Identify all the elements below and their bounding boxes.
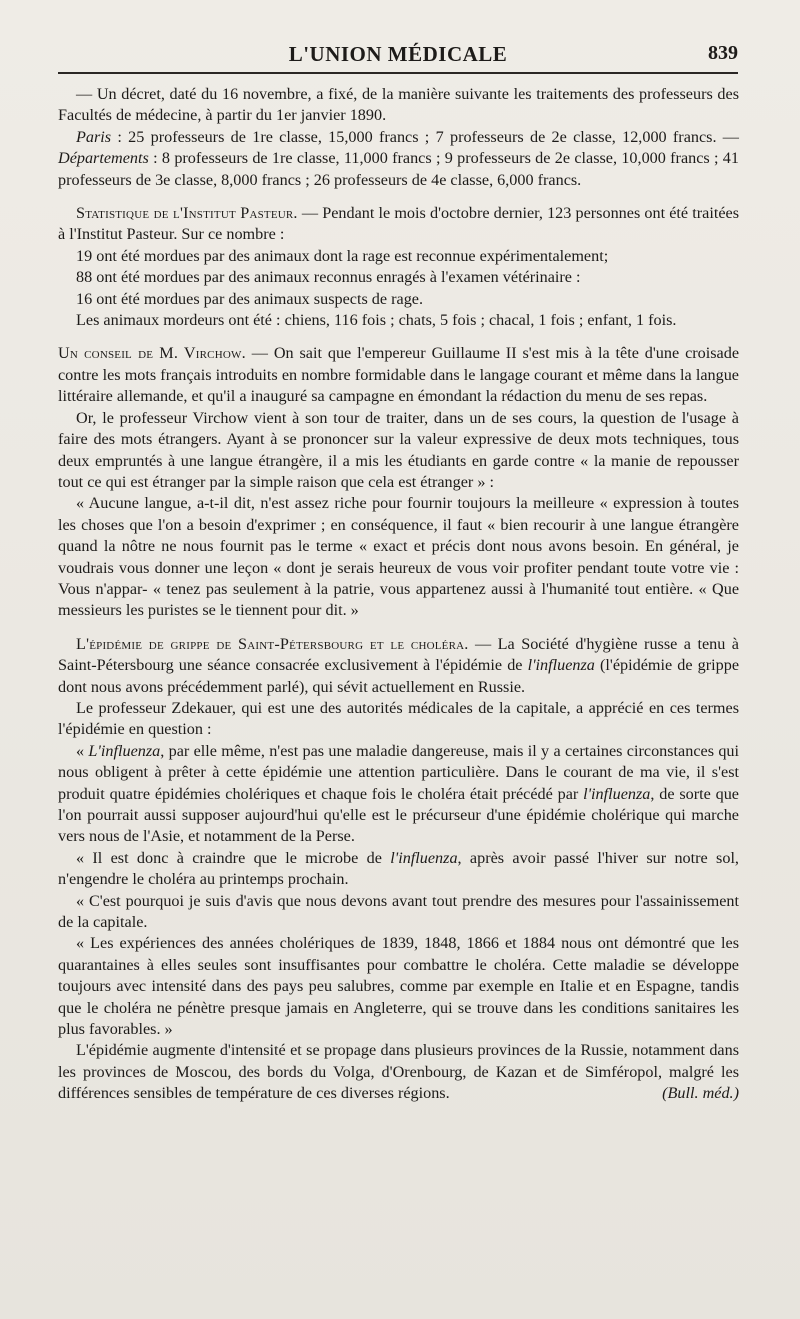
quote-mark: « [76, 741, 89, 760]
page-body [58, 84, 739, 1105]
page-number: 839 [708, 42, 738, 64]
grippe-paragraph: Le professeur Zdekauer, qui est une des autorités médicales de la capitale, a apprécié en ces termes l'épidémie en question : [58, 698, 739, 739]
header-rule [58, 72, 738, 74]
decree-salaries [58, 127, 739, 191]
decree-section [58, 84, 739, 191]
virchow-section [58, 343, 739, 621]
grippe-em: l'influenza [583, 784, 651, 803]
virchow-quote: « Aucune langue, a-t-il dit, n'est assez riche pour fournir toujours la meilleure « expression à toutes les choses que l'on a besoin d'exprimer ; en conséquence, il faut « bien recourir à une langue étrangère quand la nôtre ne nous fournit pas le terme « exact et précis dont nous avons besoin. En général, je voudrais vous donner une leçon « dont je serais heureux de vous voir profiter pendant toute votre vie : Vous n'appar- « tenez pas seulement à la patrie, vous appartenez aussi à l'humanité tout entière. « Que messieurs les puristes se le tiennent pour dit. » [58, 494, 739, 620]
decree-text-departements: : 8 professeurs de 1re classe, 11,000 francs ; 9 professeurs de 2e classe, 10,000 francs ; 41 professeurs de 3e classe, 8,000 francs ; 26 professeurs de 4e classe, 6,000 francs. [58, 149, 739, 189]
pasteur-line: 88 ont été mordues par des animaux reconnus enragés à l'examen vétérinaire : [76, 268, 581, 287]
grippe-text: (l'épidémie de grippe dont nous avons précédemment parlé), qui sévit actuellement en Russie. [58, 656, 739, 696]
pasteur-line: 16 ont été mordues par des animaux suspects de rage. [76, 289, 424, 308]
pasteur-heading: Statistique de l'Institut Pasteur. [76, 204, 298, 223]
page-header [58, 38, 738, 70]
virchow-text: — On sait que l'empereur Guillaume II s'est mis à la tête d'une croisade contre les mots français introduits en nombre formidable dans le langage courant et même dans la langue littéraire allemande, et qu'il a inauguré sa campagne en émondant la rédaction du menu de ses repas. [58, 344, 739, 406]
grippe-em: L'influenza [88, 741, 161, 760]
grippe-text: , de sorte que l'on pourrait aussi supposer aujourd'hui qu'elle est le précurseur d'une épidémie cholérique qui marche vers nous de l'Asie, et notamment de la Perse. [58, 784, 739, 846]
pasteur-line: Les animaux mordeurs ont été : chiens, 116 fois ; chats, 5 fois ; chacal, 1 fois ; enfant, 1 fois. [76, 311, 677, 330]
running-title: L'UNION MÉDICALE [288, 42, 508, 66]
grippe-intro [58, 634, 739, 698]
grippe-text: , après avoir passé l'hiver sur notre sol, n'engendre le choléra au printemps prochain. [58, 848, 739, 889]
grippe-em: l'influenza [527, 656, 595, 675]
virchow-heading: Un conseil de M. Virchow. [58, 344, 246, 363]
grippe-paragraph [58, 1040, 739, 1104]
pasteur-intro [58, 203, 739, 246]
grippe-quote: « Les expériences des années cholériques de 1839, 1848, 1866 et 1884 nous ont démontré que les quarantaines à elles seules sont insuffisantes pour combattre le choléra. Cette maladie se développe toujours avec intensité dans des pays peu salubres, comme par exemple en Italie et en Espagne, tandis que le choléra ne pénètre presque jamais en Angleterre, qui se trouve dans les conditions sanitaires les plus favorables. » [58, 934, 739, 1039]
grippe-quote [58, 848, 739, 891]
grippe-quote [58, 741, 739, 848]
grippe-em: l'influenza [390, 848, 458, 867]
grippe-text: , par elle même, n'est pas une maladie dangereuse, mais il y a certaines circonstances qui nous obligent à prêter à cette épidémie une attention particulière. Dans le courant de ma vie, il s'est produit quatre épidémies cholériques et chaque fois le choléra était précédé par [58, 741, 739, 803]
grippe-quote: « C'est pourquoi je suis d'avis que nous devons avant tout prendre des mesures pour l'assainissement de la capitale. [58, 891, 739, 932]
citation: (Bull. méd.) [662, 1084, 739, 1103]
pasteur-line: 19 ont été mordues par des animaux dont la rage est reconnue expérimentalement; [76, 246, 609, 265]
pasteur-section [58, 203, 739, 331]
grippe-text: — La Société d'hygiène russe a tenu à Saint-Pétersbourg une séance consacrée exclusivement à l'épidémie de [58, 634, 739, 675]
grippe-text: « Il est donc à craindre que le microbe de [76, 848, 391, 867]
grippe-heading: L'épidémie de grippe de Saint-Pétersbourg et le choléra. [76, 634, 469, 653]
grippe-text: L'épidémie augmente d'intensité et se propage dans plusieurs provinces de la Russie, notamment dans les provinces de Moscou, des bords du Volga, d'Orenbourg, de Kazan et de Simféropol, malgré les différences sensibles de température de ces diverses régions. [58, 1041, 739, 1103]
virchow-paragraph [58, 343, 739, 407]
pasteur-intro-text: — Pendant le mois d'octobre dernier, 123 personnes ont été traitées à l'Institut Pasteur. Sur ce nombre : [58, 204, 740, 244]
decree-label-departements: Départements [58, 149, 149, 168]
grippe-section [58, 634, 739, 1105]
decree-label-paris: Paris [76, 127, 112, 146]
decree-paragraph: — Un décret, daté du 16 novembre, a fixé, de la manière suivante les traitements des professeurs des Facultés de médecine, à partir du 1er janvier 1890. [58, 85, 739, 125]
virchow-paragraph: Or, le professeur Virchow vient à son tour de traiter, dans un de ses cours, la question de l'usage à faire des mots étrangers. Ayant à se prononcer sur la valeur expressive de deux mots techniques, tous deux empruntés à une langue étrangère, il a mis les étudiants en garde contre « la manie de repousser tout ce qui est étranger par la simple raison que cela est étranger » : [58, 408, 739, 491]
decree-text-paris: : 25 professeurs de 1re classe, 15,000 francs ; 7 professeurs de 2e classe, 12,000 francs. — [111, 127, 739, 146]
